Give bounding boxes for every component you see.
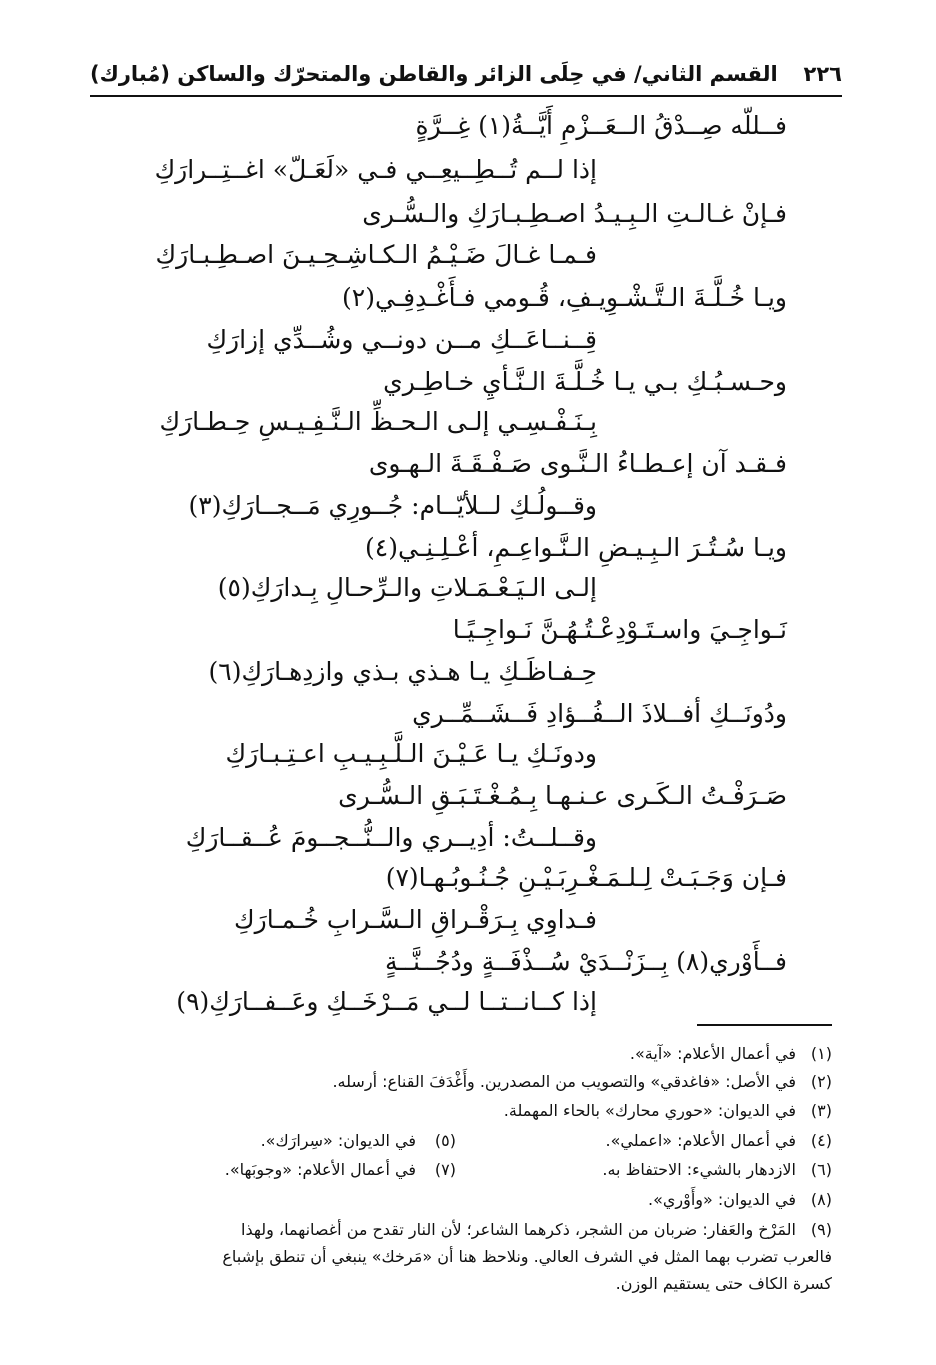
verse-line: فـقـد آن إعـطـاءُ الـنَّـوى صَـفْـقَـةَ الـهـوى bbox=[368, 449, 787, 478]
footnote-number: (٣) bbox=[810, 1101, 832, 1120]
footnote: الازدهار بالشيء: الاحتفاظ به. bbox=[602, 1160, 796, 1179]
footnote-number: (٤) bbox=[810, 1131, 832, 1150]
verse-line: ودُونَــكِ أفــلاذَ الــفُــؤادِ فَــشَــمِّــري bbox=[412, 699, 787, 728]
header-divider bbox=[90, 95, 842, 97]
footnote: في الديوان: «سِرارَك». bbox=[260, 1131, 416, 1150]
verse-line: إذا كــانــتــا لــي مَــرْخَــكِ وعَــفــارَكِ(٩) bbox=[176, 987, 597, 1016]
verse-line: وحـسـبُـكِ بـي يـا خُـلَّـةَ الـنَّـأيِ خـاطِـري bbox=[383, 367, 787, 396]
verse-line: فـمـا غـالَ ضَـيْـمُ الـكـاشِـحِـيـنَ اصـطِـبـارَكِ bbox=[155, 240, 597, 269]
verse-line: نَـواجِـيَ واسـتَـوْدِعْـتُـهُـنَّ نَـواجِـيًـا bbox=[452, 615, 787, 644]
verse-line: فــأَوْري(٨) بِــزَنْــدَيْ سُــذْفَــةٍ ودُجُــنَّــةٍ bbox=[384, 947, 787, 976]
verse-line: صَـرَفْـتُ الـكَـرى عـنـهـا بِـمُـغْـتَـبَـقِ الـسُّـرى bbox=[338, 781, 787, 810]
footnote: في الديوان: «وأَوْري». bbox=[648, 1190, 796, 1209]
footnotes-divider bbox=[697, 1024, 832, 1026]
running-title: القسم الثاني/ في حِلَى الزائر والقاطن والمتحرّك والساكن (مُبارك) bbox=[90, 62, 778, 86]
footnote-continuation: فالعرب تضرب بهما المثل في الشرف العالي. ونلاحظ هنا أن «مَرخك» ينبغي أن تنطق بإشباع bbox=[222, 1247, 832, 1266]
verse-line: وقــلــتُ: أدِيــري والــنُّــجــومَ عُــقــارَكِ bbox=[185, 823, 597, 852]
footnote-number: (٧) bbox=[434, 1160, 456, 1179]
footnote-number: (٢) bbox=[810, 1072, 832, 1091]
verse-line: فــللّه صِــدْقُ الــعَــزْمِ أَيَّــةُ(١) غِــرَّةٍ bbox=[415, 111, 787, 140]
verse-line: إذا لــم تُــطِــيعِــي فـي «لَعَـلّ» اغــتِــرارَكِ bbox=[154, 155, 597, 184]
running-header bbox=[90, 58, 842, 94]
footnote: في الديوان: «حوري محارك» بالحاء المهملة. bbox=[503, 1101, 796, 1120]
verse-line: فـإنْ غـالـتِ الـبِـيـدُ اصـطِـبـارَكِ والـسُّـرى bbox=[362, 199, 787, 228]
verse-line: وقــولُـكِ لــلأيّــام: جُــورِي مَــجــارَكِ(٣) bbox=[188, 491, 597, 520]
footnote: في أعمال الأعلام: «وجوبَها». bbox=[224, 1160, 416, 1179]
verse-line: ويـا سُـتُـرَ الـبِـيـضِ الـنَّـواعِـمِ، أعْـلِـنِـي(٤) bbox=[365, 533, 787, 562]
footnote-number: (٩) bbox=[810, 1220, 832, 1239]
verse-line: حِـفـاظَـكِ يـا هـذي بـذي وازدِهـارَكِ(٦) bbox=[208, 657, 597, 686]
verse-line: إلـى الـيَـعْـمَـلاتِ والـرِّحـالِ بِـدارَكِ(٥) bbox=[217, 573, 597, 602]
footnote-number: (١) bbox=[810, 1044, 832, 1063]
footnote: في أعمال الأعلام: «آية». bbox=[629, 1044, 796, 1063]
verse-line: قِــنــاعَــكِ مــن دونــي وشُــدِّي إزارَكِ bbox=[206, 325, 597, 354]
footnote: في أعمال الأعلام: «اعملي». bbox=[605, 1131, 796, 1150]
footnote: المَرْخ والعَفار: ضربان من الشجر، ذكرهما الشاعر؛ لأن النار تقدح من أغصانهما، ولهذا bbox=[241, 1220, 796, 1239]
footnote: في الأصل: «فاغدقي» والتصويب من المصدرين. وأَغْدَفَ القناع: أرسله. bbox=[332, 1072, 796, 1091]
verse-line: بِـنَـفْـسِـي إلـى الـحـظِّ الـنَّـفِـيـسِ حِـطـارَكِ bbox=[159, 407, 597, 436]
footnote-number: (٨) bbox=[810, 1190, 832, 1209]
page-number: ٢٢٦ bbox=[803, 62, 842, 86]
verse-line: فـداوِي بِـرَقْـراقِ الـسَّـرابِ خُـمـارَكِ bbox=[234, 905, 597, 934]
verse-line: فـإن وَجَـبَـتْ لِـلـمَـغْـرِبَـيْـنِ جُـنُـوبُـهـا(٧) bbox=[385, 863, 787, 892]
verse-line: ويـا خُـلَّـةَ الـتَّـشْـوِيـفِ، قُـومي فـأَغْـدِفِـي(٢) bbox=[342, 283, 787, 312]
footnote-continuation: كسرة الكاف حتى يستقيم الوزن. bbox=[615, 1274, 832, 1293]
verse-line: ودونَـكِ يـا عَـيْـنَ الـلَّـبِـيـبِ اعـتِـبـارَكِ bbox=[225, 739, 597, 768]
footnote-number: (٥) bbox=[434, 1131, 456, 1150]
footnote-number: (٦) bbox=[810, 1160, 832, 1179]
